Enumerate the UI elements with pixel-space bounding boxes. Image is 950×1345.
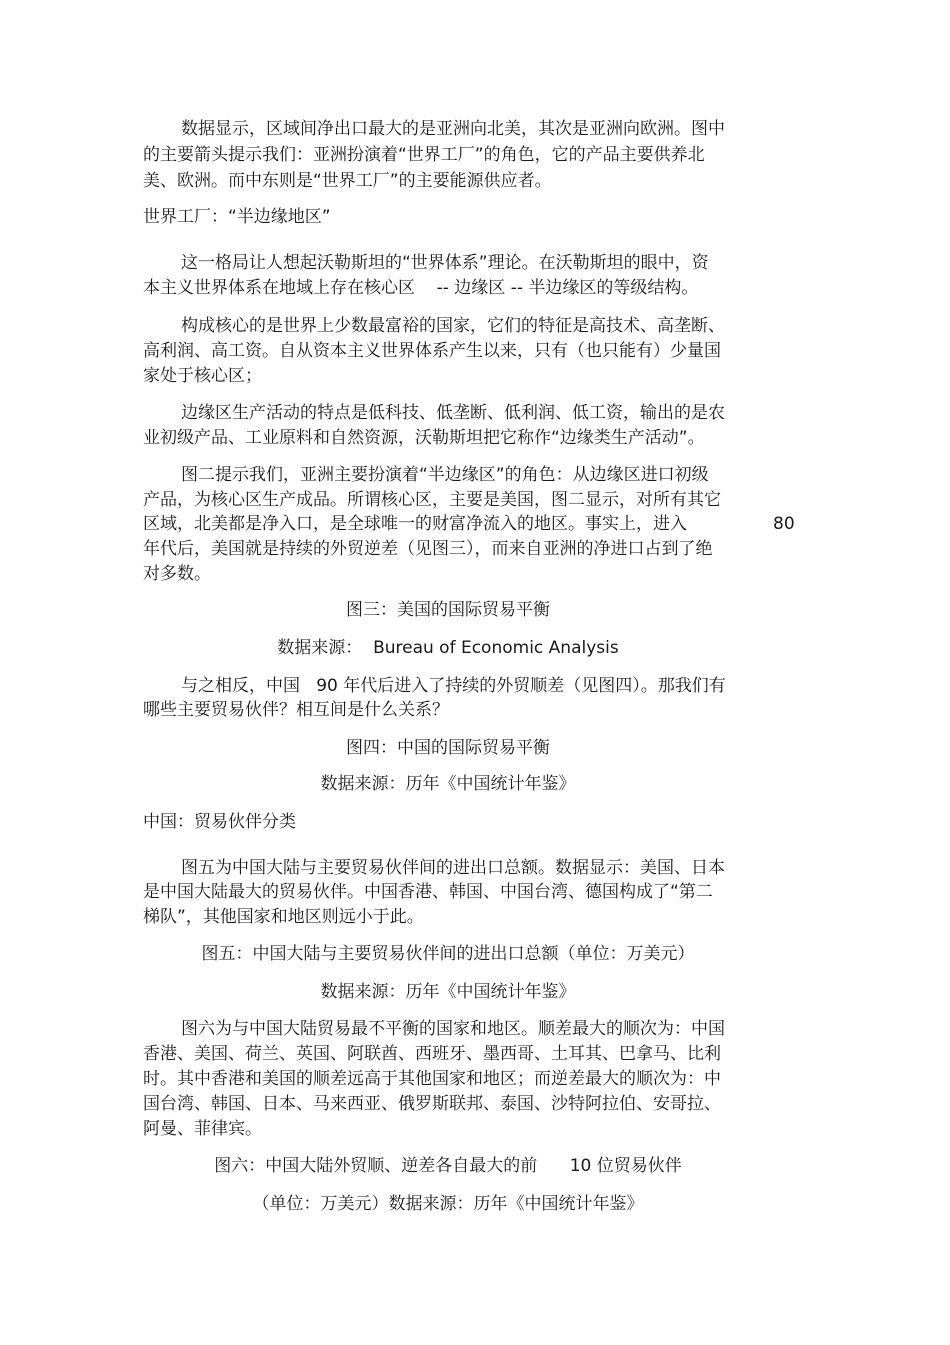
paragraph-line: 本主义世界体系在地域上存在核心区 -- 边缘区 -- 半边缘区的等级结构。 [143,278,699,298]
figure-caption: 图三：美国的国际贸易平衡 [346,600,550,620]
paragraph-line: 梯队”，其他国家和地区则远小于此。 [143,907,424,927]
figure-source: 数据来源：历年《中国统计年鉴》 [320,774,576,794]
section-heading: 世界工厂：“半边缘地区” [143,207,331,227]
figure-caption: 图四：中国的国际贸易平衡 [346,738,550,758]
paragraph-line: 图五为中国大陆与主要贸易伙伴间的进出口总额。数据显示：美国、日本 [181,858,725,878]
paragraph-line: 区域，北美都是净入口，是全球唯一的财富净流入的地区。事实上，进入 [143,514,687,534]
paragraph-line: 高利润、高工资。自从资本主义世界体系产生以来，只有（也只能有）少量国 [143,341,721,361]
paragraph-line: 数据显示，区域间净出口最大的是亚洲向北美，其次是亚洲向欧洲。图中 [181,119,725,139]
paragraph-line: 图六为与中国大陆贸易最不平衡的国家和地区。顺差最大的顺次为：中国 [181,1019,725,1039]
paragraph-line: 产品，为核心区生产成品。所谓核心区，主要是美国，图二显示，对所有其它 [143,490,721,510]
paragraph-line: 的主要箭头提示我们：亚洲扮演着“世界工厂”的角色，它的产品主要供养北 [143,145,705,165]
paragraph-line: 美、欧洲。而中东则是“世界工厂”的主要能源供应者。 [143,171,552,191]
paragraph-line: 国台湾、韩国、日本、马来西亚、俄罗斯联邦、泰国、沙特阿拉伯、安哥拉、 [143,1094,721,1114]
paragraph-line: 是中国大陆最大的贸易伙伴。中国香港、韩国、中国台湾、德国构成了“第二 [143,882,713,902]
paragraph-line: 边缘区生产活动的特点是低科技、低垄断、低利润、低工资，输出的是农 [181,403,725,423]
paragraph-line: 年代后，美国就是持续的外贸逆差（见图三），而来自亚洲的净进口占到了绝 [143,539,713,559]
figure-caption: 图五：中国大陆与主要贸易伙伴间的进出口总额（单位：万美元） [201,944,695,964]
margin-number: 80 [773,514,795,534]
paragraph-line: 构成核心的是世界上少数最富裕的国家，它们的特征是高技术、高垄断、 [181,316,725,336]
section-heading: 中国：贸易伙伴分类 [143,812,296,832]
paragraph-line: 业初级产品、工业原料和自然资源，沃勒斯坦把它称作“边缘类生产活动”。 [143,428,705,448]
figure-caption: 图六：中国大陆外贸顺、逆差各自最大的前 10 位贸易伙伴 [214,1156,682,1176]
paragraph-line: 图二提示我们，亚洲主要扮演着“半边缘区”的角色：从边缘区进口初级 [181,465,709,485]
paragraph-line: 时。其中香港和美国的顺差远高于其他国家和地区；而逆差最大的顺次为：中 [143,1069,721,1089]
figure-source: 数据来源：历年《中国统计年鉴》 [320,982,576,1002]
figure-source: （单位：万美元）数据来源：历年《中国统计年鉴》 [252,1194,644,1214]
paragraph-line: 对多数。 [143,564,211,584]
paragraph-line: 香港、美国、荷兰、英国、阿联酋、西班牙、墨西哥、土耳其、巴拿马、比利 [143,1044,721,1064]
paragraph-line: 与之相反，中国 90 年代后进入了持续的外贸顺差（见图四）。那我们有 [181,676,726,696]
paragraph-line: 阿曼、菲律宾。 [143,1119,262,1139]
figure-source: 数据来源： Bureau of Economic Analysis [277,638,619,658]
paragraph-line: 哪些主要贸易伙伴？相互间是什么关系？ [143,700,449,720]
paragraph-line: 家处于核心区； [143,366,262,386]
paragraph-line: 这一格局让人想起沃勒斯坦的“世界体系”理论。在沃勒斯坦的眼中，资 [181,253,709,273]
